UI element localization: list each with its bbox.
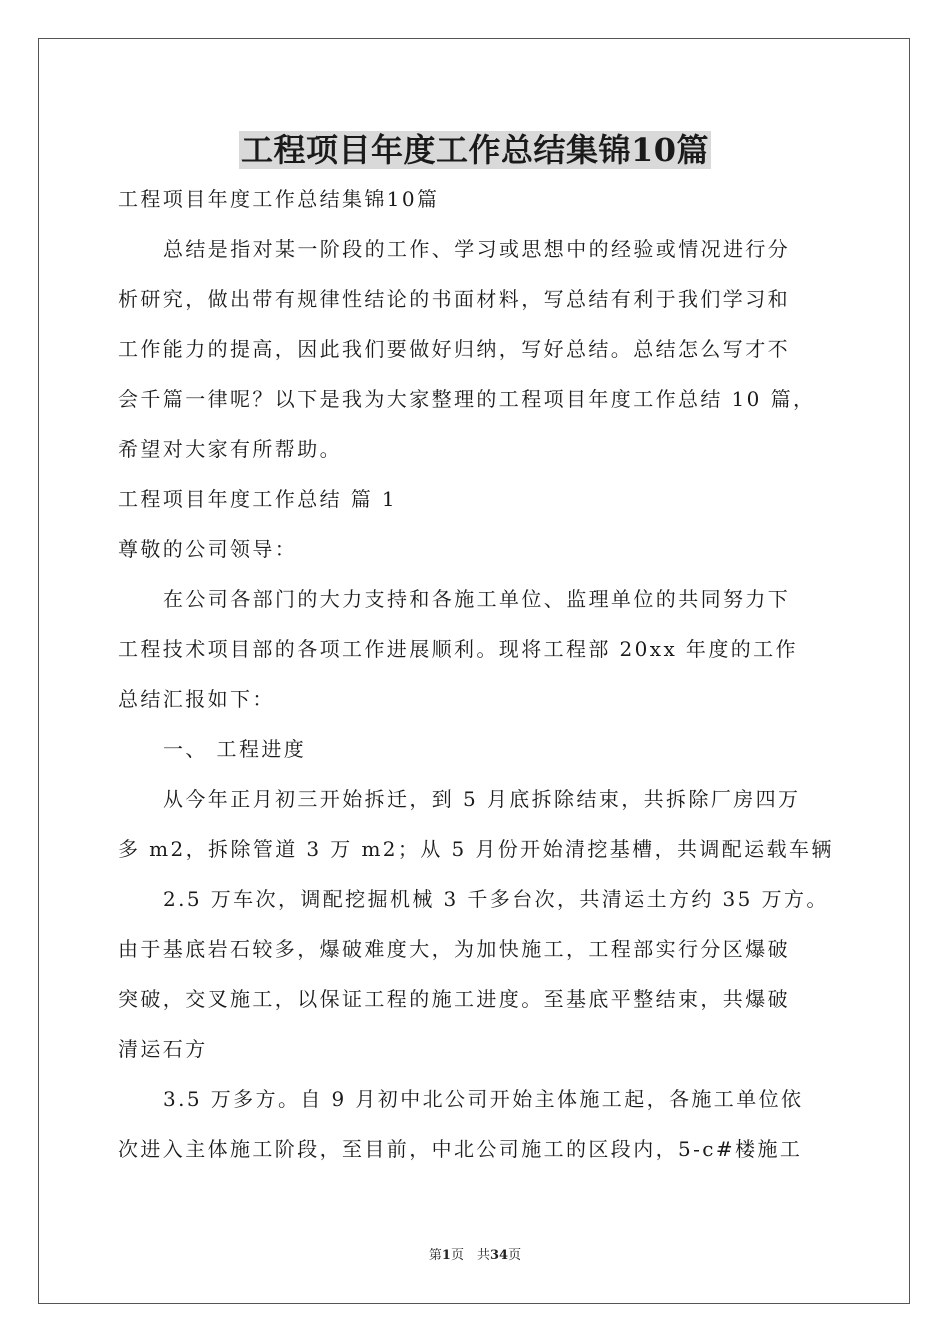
body-line: 工程项目年度工作总结集锦10篇 [118, 187, 440, 211]
footer-prefix: 第 [428, 1248, 442, 1263]
body-line: 工程技术项目部的各项工作进展顺利。现将工程部 20xx 年度的工作 [118, 637, 798, 661]
body-line: 次进入主体施工阶段，至目前，中北公司施工的区段内，5-c#楼施工 [118, 1137, 803, 1161]
salutation: 尊敬的公司领导： [118, 537, 298, 561]
body-line: 总结是指对某一阶段的工作、学习或思想中的经验或情况进行分 [163, 237, 791, 261]
footer-page-number: 1 [441, 1248, 451, 1263]
subsection-heading: 一、 工程进度 [163, 737, 307, 761]
footer-total-pages: 34 [489, 1248, 509, 1263]
document-title-text: 工程项目年度工作总结集锦10篇 [240, 131, 710, 169]
body-line: 会千篇一律呢？以下是我为大家整理的工程项目年度工作总结 10 篇， [118, 387, 816, 411]
body-line: 总结汇报如下： [118, 687, 275, 711]
body-line: 2.5 万车次，调配挖掘机械 3 千多台次，共清运土方约 35 万方。 [163, 887, 829, 911]
body-line: 希望对大家有所帮助。 [118, 437, 342, 461]
page-border [38, 38, 910, 1304]
body-line: 3.5 万多方。自 9 月初中北公司开始主体施工起，各施工单位依 [163, 1087, 804, 1111]
body-line: 清运石方 [118, 1037, 208, 1061]
body-line: 多 m2，拆除管道 3 万 m2；从 5 月份开始清挖基槽，共调配运载车辆 [118, 837, 834, 861]
body-line: 突破，交叉施工，以保证工程的施工进度。至基底平整结束，共爆破 [118, 987, 790, 1011]
page-footer [0, 1247, 950, 1265]
body-line: 从今年正月初三开始拆迁，到 5 月底拆除结束，共拆除厂房四万 [163, 787, 801, 811]
body-line: 析研究，做出带有规律性结论的书面材料，写总结有利于我们学习和 [118, 287, 790, 311]
section-heading: 工程项目年度工作总结 篇 1 [118, 487, 398, 511]
footer-mid: 页 共 [450, 1248, 490, 1263]
document-title [0, 128, 950, 172]
body-line: 在公司各部门的大力支持和各施工单位、监理单位的共同努力下 [163, 587, 791, 611]
footer-suffix: 页 [508, 1248, 522, 1263]
body-line: 由于基底岩石较多，爆破难度大，为加快施工，工程部实行分区爆破 [118, 937, 790, 961]
body-line: 工作能力的提高，因此我们要做好归纳，写好总结。总结怎么写才不 [118, 337, 790, 361]
